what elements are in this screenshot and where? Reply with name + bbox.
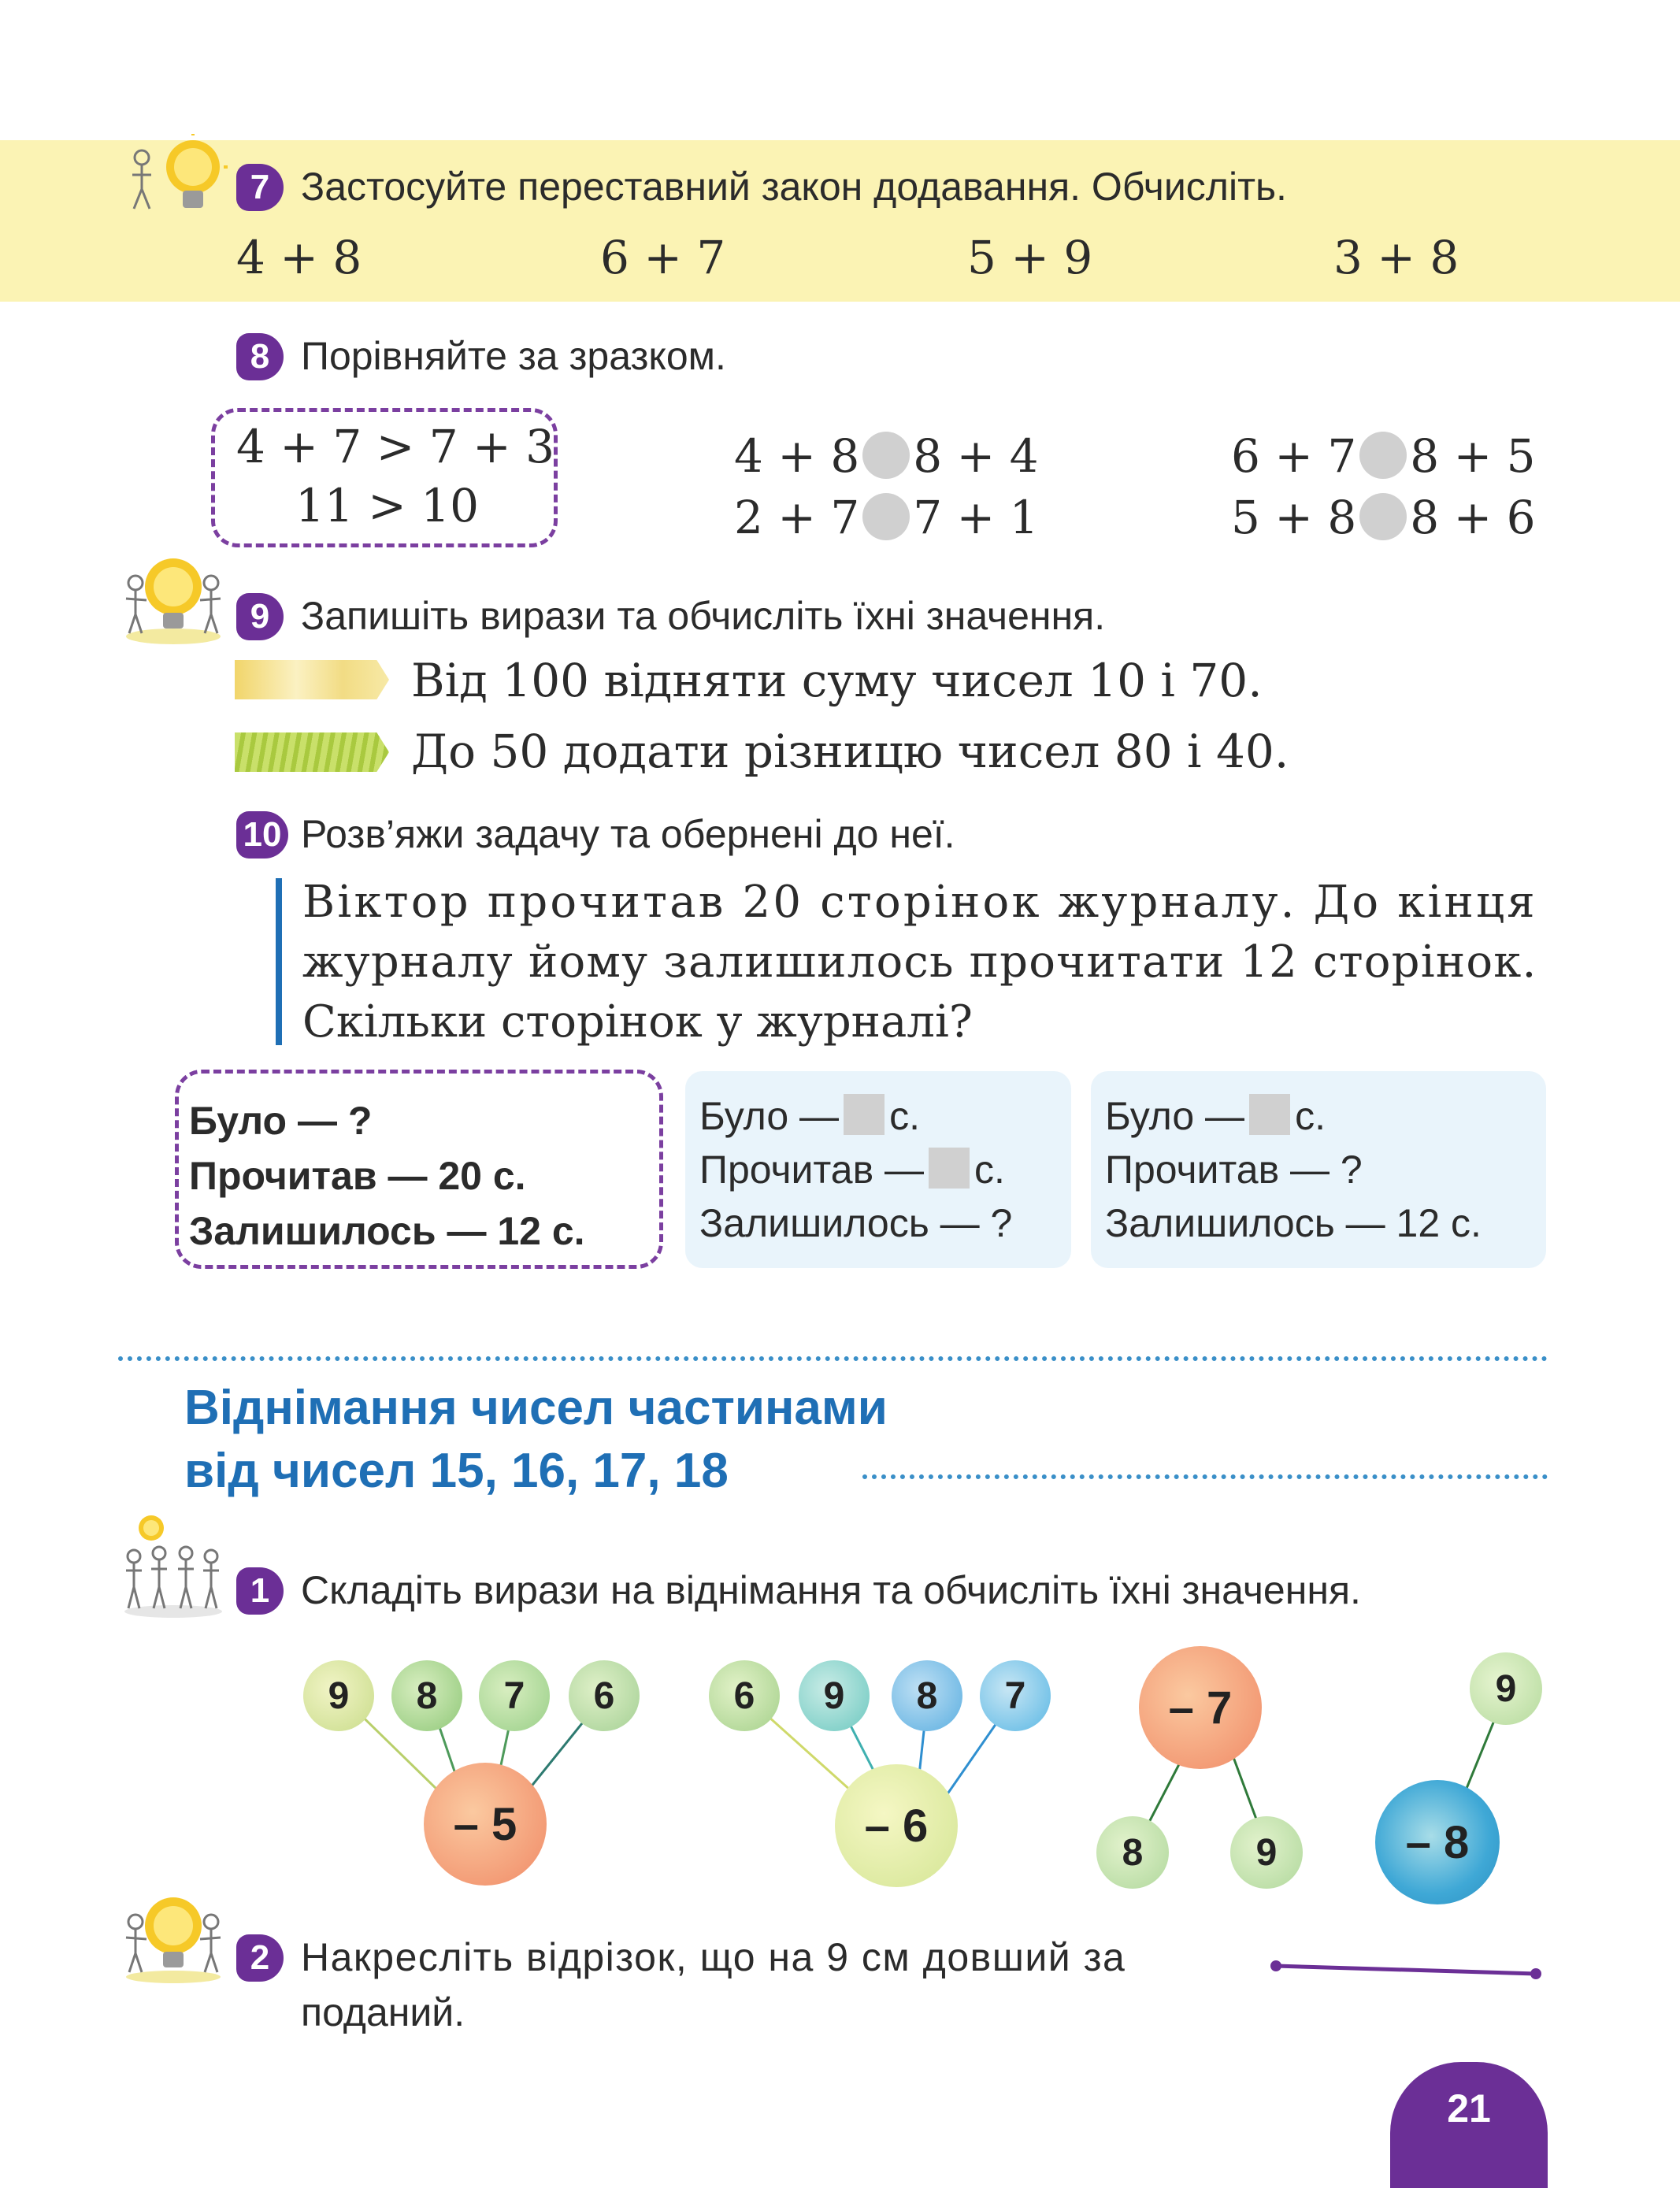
task7-expr-1: 4 + 8	[236, 231, 362, 284]
task8-number: 8	[236, 333, 284, 380]
task8-pair-1-left: 4 + 8	[734, 429, 860, 483]
task9-item-1: Від 100 відняти суму чисел 10 і 70.	[411, 654, 1263, 707]
task10-story-line1: Віктор прочитав 20 сторінок журналу. До кінця	[302, 877, 1537, 928]
task7-instruction: Застосуйте переставний закон додавання. Обчисліть.	[301, 165, 1287, 209]
task7-number: 7	[236, 164, 284, 211]
task8-instruction: Порівняйте за зразком.	[301, 334, 726, 378]
task10-box1-line3: Залишилось — 12 с.	[189, 1209, 585, 1253]
task10-box3-l1b: с.	[1295, 1094, 1326, 1138]
task10-box3-line2: Прочитав — ?	[1105, 1148, 1363, 1192]
task8-sample-line1: 4 + 7 > 7 + 3	[236, 420, 555, 473]
number-bubble: 9	[1230, 1816, 1303, 1889]
task1-number: 1	[236, 1567, 284, 1615]
center-bubble: – 7	[1139, 1646, 1262, 1769]
number-bubble: 9	[303, 1660, 374, 1731]
number-bubble: 9	[799, 1660, 870, 1731]
task10-number: 10	[236, 811, 288, 859]
lightbulb-team-icon	[118, 1890, 228, 1985]
task8-pair-4-left: 5 + 8	[1231, 491, 1357, 544]
task7-expr-2: 6 + 7	[600, 231, 726, 284]
center-bubble: – 5	[424, 1763, 547, 1886]
page-number: 21	[1447, 2086, 1491, 2131]
task2-instruction-line2: поданий.	[301, 1990, 465, 2034]
section-title-line1: Віднімання чисел частинами	[184, 1381, 888, 1435]
task10-box2-line3: Залишилось — ?	[699, 1201, 1013, 1245]
task10-box2-l1b: с.	[889, 1094, 920, 1138]
task9-instruction: Запишіть вирази та обчисліть їхні значення.	[301, 594, 1106, 638]
task1-instruction: Складіть вирази на віднімання та обчисліть їхні значення.	[301, 1568, 1361, 1612]
task10-instruction: Розв’яжи задачу та обернені до неї.	[301, 812, 955, 856]
task9-item-2: До 50 додати різницю чисел 80 і 40.	[411, 725, 1289, 778]
task10-box1-line2: Прочитав — 20 с.	[189, 1154, 526, 1198]
number-bubble: 9	[1470, 1652, 1542, 1725]
task8-pair-2-left: 2 + 7	[734, 491, 860, 544]
center-bubble: – 6	[835, 1764, 958, 1887]
task8-sample-line2: 11 > 10	[295, 479, 480, 532]
number-bubble: 8	[391, 1660, 462, 1731]
task8-pair-1-right: 8 + 4	[913, 429, 1039, 483]
task2-number: 2	[236, 1934, 284, 1982]
segment-line	[1268, 1953, 1544, 1985]
section-title-line2: від чисел 15, 16, 17, 18	[184, 1444, 729, 1498]
task7-expr-3: 5 + 9	[967, 231, 1093, 284]
task10-box3-line3: Залишилось — 12 с.	[1105, 1201, 1482, 1245]
task10-box2-l2b: с.	[974, 1148, 1005, 1192]
center-bubble: – 8	[1375, 1780, 1500, 1904]
task8-pair-4-right: 8 + 6	[1410, 491, 1536, 544]
number-bubble: 7	[479, 1660, 550, 1731]
task2-instruction-line1: Накресліть відрізок, що на 9 см довший за	[301, 1935, 1126, 1979]
task10-story-line2: журналу йому залишилось прочитати 12 сторінок.	[302, 936, 1537, 988]
task9-number: 9	[236, 593, 284, 640]
task7-expr-4: 3 + 8	[1333, 231, 1459, 284]
task10-box1-line1: Було — ?	[189, 1099, 373, 1143]
task8-pair-3-left: 6 + 7	[1231, 429, 1357, 483]
task10-story-line3: Скільки сторінок у журналі?	[302, 996, 973, 1048]
task10-box2-l2a: Прочитав —	[699, 1148, 925, 1192]
task10-box2-l1a: Було —	[699, 1094, 840, 1138]
task10-box3-l1a: Було —	[1105, 1094, 1245, 1138]
number-bubble: 6	[569, 1660, 640, 1731]
task8-pair-2-right: 7 + 1	[913, 491, 1039, 544]
number-bubble: 8	[892, 1660, 962, 1731]
number-bubble: 8	[1096, 1816, 1169, 1889]
task8-pair-3-right: 8 + 5	[1410, 429, 1536, 483]
number-bubble: 7	[980, 1660, 1051, 1731]
number-bubble: 6	[709, 1660, 780, 1731]
